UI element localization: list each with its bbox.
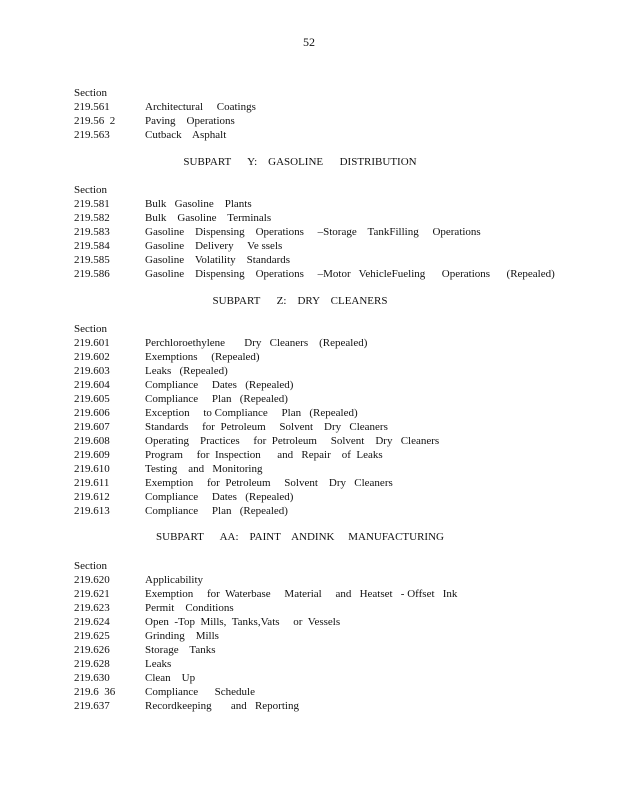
section-title: Gasoline Delivery Ve ssels [145,240,283,252]
subpart-heading: SUBPART Z: DRY CLEANERS [212,295,388,307]
section-group [74,322,574,518]
section-header: Section [74,87,107,99]
section-entry [74,392,574,406]
section-entry [74,406,574,420]
section-entry [74,462,574,476]
section-entry [74,239,574,253]
section-title: Storage Tanks [145,644,216,656]
section-title: Exemptions (Repealed) [145,351,260,363]
section-entry [74,699,574,713]
section-title: Architectural Coatings [145,101,256,113]
section-title: Testing and Monitoring [145,463,263,475]
section-number: 219.602 [74,351,110,363]
section-entry [74,100,574,114]
section-number: 219.56 2 [74,115,116,127]
section-entry [74,643,574,657]
section-number: 219.563 [74,129,110,141]
section-entry [74,253,574,267]
section-title: Operating Practices for Petroleum Solvent Dry Cleaners [145,435,440,447]
section-entry [74,671,574,685]
section-entry [74,420,574,434]
section-title: Standards for Petroleum Solvent Dry Cleaners [145,421,388,433]
section-title: Gasoline Volatility Standards [145,254,291,266]
section-number: 219.608 [74,435,110,447]
section-number: 219.609 [74,449,110,461]
section-entry [74,490,574,504]
section-number: 219.583 [74,226,110,238]
section-number: 219.584 [74,240,110,252]
section-entry [74,476,574,490]
section-header: Section [74,560,107,572]
section-title: Cutback Asphalt [145,129,227,141]
section-header: Section [74,184,107,196]
section-title: Exception to Compliance Plan (Repealed) [145,407,358,419]
page-number: 52 [303,35,315,49]
section-number: 219.605 [74,393,110,405]
section-number: 219.603 [74,365,110,377]
section-entry [74,685,574,699]
section-title: Open -Top Mills, Tanks,Vats or Vessels [145,616,341,628]
section-entry [74,434,574,448]
section-number: 219.624 [74,616,110,628]
section-entry [74,197,574,211]
section-number: 219.628 [74,658,110,670]
section-number: 219.606 [74,407,110,419]
section-title: Compliance Plan (Repealed) [145,393,288,405]
subpart-heading: SUBPART AA: PAINT ANDINK MANUFACTURING [156,531,444,543]
section-title: Recordkeeping and Reporting [145,700,299,712]
section-group [74,183,574,281]
section-header: Section [74,323,107,335]
section-entry [74,573,574,587]
section-entry [74,629,574,643]
section-title: Bulk Gasoline Plants [145,198,252,210]
section-title: Leaks (Repealed) [145,365,228,377]
section-number: 219.637 [74,700,110,712]
section-number: 219.586 [74,268,110,280]
section-number: 219.613 [74,505,110,517]
section-number: 219.625 [74,630,110,642]
section-entry [74,601,574,615]
section-title: Applicability [145,574,204,586]
section-entry [74,267,574,281]
section-entry [74,448,574,462]
section-title: Gasoline Dispensing Operations –Storage TankFilling Operations [145,226,481,238]
section-entry [74,615,574,629]
section-group [74,559,574,713]
section-number: 219.582 [74,212,110,224]
section-number: 219.620 [74,574,110,586]
section-number: 219.604 [74,379,110,391]
section-number: 219.623 [74,602,110,614]
section-entry [74,128,574,142]
section-number: 219.601 [74,337,110,349]
section-number: 219.626 [74,644,110,656]
section-number: 219.610 [74,463,110,475]
section-entry [74,225,574,239]
section-number: 219.607 [74,421,110,433]
section-entry [74,364,574,378]
section-group [74,86,574,142]
section-title: Gasoline Dispensing Operations –Motor VehicleFueling Operations (Repealed) [145,268,555,280]
section-title: Compliance Dates (Repealed) [145,491,294,503]
section-number: 219.6 36 [74,686,116,698]
subpart-heading: SUBPART Y: GASOLINE DISTRIBUTION [183,156,417,168]
section-entry [74,504,574,518]
section-title: Clean Up [145,672,196,684]
section-title: Program for Inspection and Repair of Leaks [145,449,383,461]
section-title: Perchloroethylene Dry Cleaners (Repealed) [145,337,368,349]
section-title: Compliance Dates (Repealed) [145,379,294,391]
section-entry [74,587,574,601]
section-number: 219.621 [74,588,110,600]
section-title: Bulk Gasoline Terminals [145,212,272,224]
section-entry [74,378,574,392]
section-entry [74,657,574,671]
section-title: Compliance Plan (Repealed) [145,505,288,517]
section-number: 219.581 [74,198,110,210]
section-entry [74,211,574,225]
section-number: 219.630 [74,672,110,684]
section-number: 219.585 [74,254,110,266]
section-number: 219.611 [74,477,110,489]
section-title: Paving Operations [145,115,235,127]
section-title: Grinding Mills [145,630,219,642]
section-title: Compliance Schedule [145,686,255,698]
section-title: Exemption for Petroleum Solvent Dry Cleaners [145,477,393,489]
section-number: 219.612 [74,491,110,503]
section-entry [74,114,574,128]
section-title: Permit Conditions [145,602,234,614]
section-number: 219.561 [74,101,110,113]
section-entry [74,350,574,364]
section-entry [74,336,574,350]
section-title: Leaks [145,658,172,670]
section-title: Exemption for Waterbase Material and Heatset - Offset Ink [145,588,458,600]
